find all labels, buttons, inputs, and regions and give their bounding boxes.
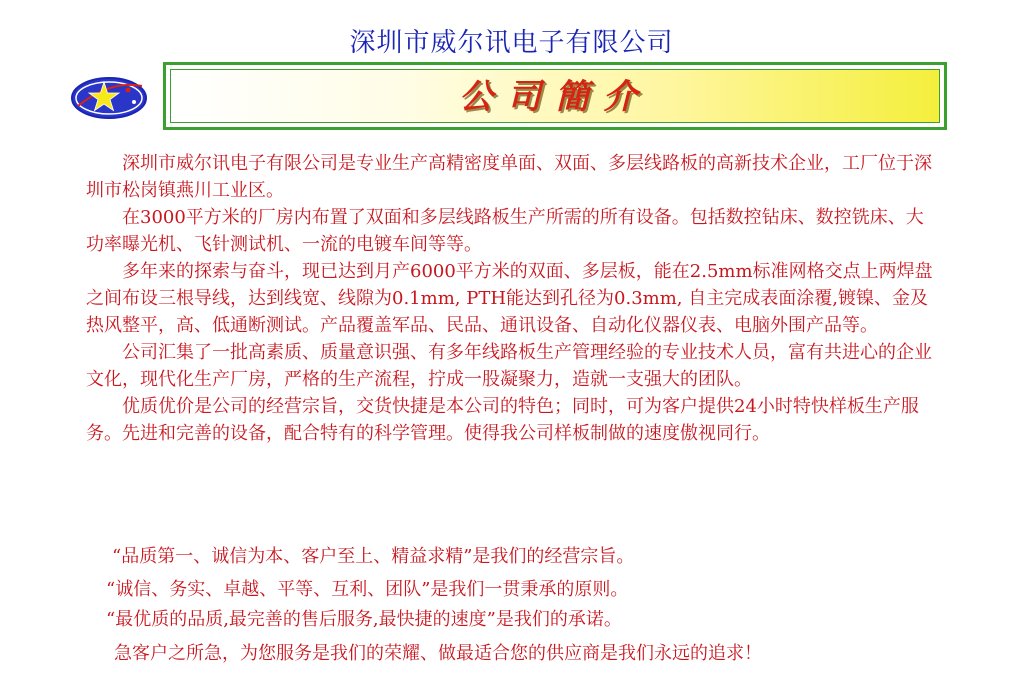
motto-principles: “诚信、务实、卓越、平等、互利、团队”是我们一贯秉承的原则。 [106, 579, 629, 600]
motto-pursuit: 急客户之所急，为您服务是我们的荣耀、做最适合您的供应商是我们永远的追求！ [114, 643, 762, 664]
intro-paragraph-4: 公司汇集了一批高素质、质量意识强、有多年线路板生产管理经验的专业技术人员，富有共进心的企业文化，现代化生产厂房，严格的生产流程，拧成一股凝聚力，造就一支强大的团队。 [86, 342, 932, 390]
intro-paragraph-5: 优质优价是公司的经营宗旨，交货快捷是本公司的特色；同时，可为客户提供24小时特快样板生产服务。先进和完善的设备，配合特有的科学管理。使得我公司样板制做的速度傲视同行。 [86, 396, 919, 444]
intro-body [86, 150, 936, 447]
title-banner [163, 62, 947, 130]
motto-business-tenet: “品质第一、诚信为本、客户至上、精益求精”是我们的经营宗旨。 [112, 546, 635, 567]
motto-promise: “最优质的品质,最完善的售后服务,最快捷的速度”是我们的承诺。 [106, 609, 622, 630]
company-name: 深圳市威尔讯电子有限公司 [349, 28, 674, 58]
intro-paragraph-2: 在3000平方米的厂房内布置了双面和多层线路板生产所需的所有设备。包括数控钻床、数控铣床、大功率曝光机、飞针测试机、一流的电镀车间等等。 [86, 207, 924, 255]
intro-paragraph-1: 深圳市威尔讯电子有限公司是专业生产高精密度单面、双面、多层线路板的高新技术企业，工厂位于深圳市松岗镇燕川工业区。 [86, 153, 932, 201]
intro-paragraph-3: 多年来的探索与奋斗，现已达到月产6000平方米的双面、多层板，能在2.5mm标准网格交点上两焊盘之间布设三根导线，达到线宽、线隙为0.1mm, PTH能达到孔径为0.3mm, 自主完成表面涂覆,镀镍、金及热风整平，高、低通断测试。产品覆盖军品、民品、通讯设备、自动化仪器仪表、电脑外围产品等。 [86, 261, 933, 336]
page-title: 公司簡介 [170, 69, 940, 123]
company-logo-star-icon [70, 76, 148, 120]
